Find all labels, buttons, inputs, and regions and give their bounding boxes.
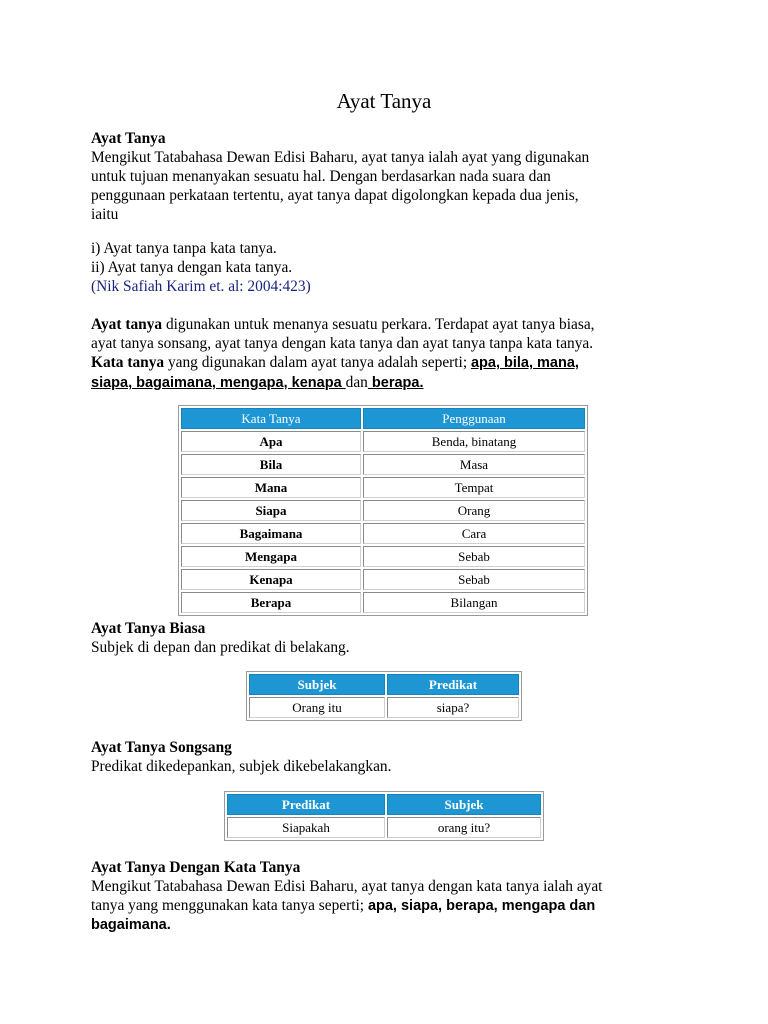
paragraph-text: digunakan untuk menanya sesuatu perkara. Terdapat ayat tanya biasa, [162, 316, 595, 333]
paragraph-line [91, 896, 681, 916]
table-cell: Bila [181, 454, 361, 475]
section-heading: Ayat Tanya Songsang [91, 739, 232, 756]
table-row [181, 500, 585, 521]
paragraph-text: dan [345, 374, 368, 391]
question-word-list: apa, bila, mana, [470, 355, 579, 371]
question-word-list: bagaimana. [91, 917, 171, 933]
songsang-example-table [224, 791, 544, 841]
table-cell: Sebab [363, 569, 585, 590]
paragraph-line: ayat tanya sonsang, ayat tanya dengan kata tanya dan ayat tanya tanpa kata tanya. [91, 335, 594, 352]
section-heading: Ayat Tanya Biasa [91, 620, 206, 637]
ayat-tanya-biasa-section [91, 619, 681, 657]
table-row [181, 546, 585, 567]
table-cell: siapa? [387, 697, 519, 718]
table-row [181, 592, 585, 613]
paragraph-line: Mengikut Tatabahasa Dewan Edisi Baharu, ayat tanya dengan kata tanya ialah ayat [91, 878, 603, 895]
table-row [181, 431, 585, 452]
column-header: Subjek [249, 674, 385, 695]
intro-section [91, 129, 681, 224]
ayat-tanya-songsang-section [91, 738, 681, 776]
table-cell: Benda, binatang [363, 431, 585, 452]
column-header: Predikat [387, 674, 519, 695]
paragraph-text: tanya yang menggunakan kata tanya seperti; [91, 897, 368, 914]
list-item: i) Ayat tanya tanpa kata tanya. [91, 240, 277, 257]
biasa-example-table [246, 671, 522, 721]
question-word-list: siapa, bagaimana, mengapa, kenapa [91, 375, 346, 391]
question-word-list: berapa. [367, 375, 424, 391]
paragraph-line [91, 315, 681, 334]
paragraph-line [91, 353, 681, 373]
table-cell: Apa [181, 431, 361, 452]
paragraph-line [91, 373, 681, 393]
table-row [249, 697, 519, 718]
paragraph-line: penggunaan perkataan tertentu, ayat tanya dapat digolongkan kepada dua jenis, [91, 187, 579, 204]
table-row [227, 817, 541, 838]
paragraph-line: untuk tujuan menanyakan sesuatu hal. Dengan berdasarkan nada suara dan [91, 168, 551, 185]
paragraph-line: iaitu [91, 206, 119, 223]
table-cell: Cara [363, 523, 585, 544]
citation: (Nik Safiah Karim et. al: 2004:423) [91, 278, 311, 295]
list-item: ii) Ayat tanya dengan kata tanya. [91, 259, 293, 276]
paragraph-text: yang digunakan dalam ayat tanya adalah seperti; [164, 354, 471, 371]
table-cell: orang itu? [387, 817, 541, 838]
column-header: Subjek [387, 794, 541, 815]
table-row [181, 569, 585, 590]
paragraph-line: Mengikut Tatabahasa Dewan Edisi Baharu, ayat tanya ialah ayat yang digunakan [91, 149, 590, 166]
type-list [91, 239, 681, 296]
table-cell: Orang [363, 500, 585, 521]
table-header-row [181, 408, 585, 429]
bold-term: Ayat tanya [91, 316, 163, 333]
table-cell: Kenapa [181, 569, 361, 590]
kata-tanya-paragraph [91, 315, 681, 393]
kata-tanya-table [178, 405, 588, 616]
section-heading: Ayat Tanya [91, 130, 166, 147]
page-title: Ayat Tanya [336, 89, 432, 113]
paragraph-line: Predikat dikedepankan, subjek dikebelakangkan. [91, 758, 392, 775]
column-header: Predikat [227, 794, 385, 815]
table-cell: Bagaimana [181, 523, 361, 544]
table-cell: Bilangan [363, 592, 585, 613]
table-cell: Masa [363, 454, 585, 475]
paragraph-line: Subjek di depan dan predikat di belakang. [91, 639, 350, 656]
table-cell: Mana [181, 477, 361, 498]
table-cell: Orang itu [249, 697, 385, 718]
table-cell: Siapakah [227, 817, 385, 838]
table-cell: Berapa [181, 592, 361, 613]
table-cell: Siapa [181, 500, 361, 521]
column-header: Penggunaan [363, 408, 585, 429]
table-row [181, 477, 585, 498]
table-header-row [227, 794, 541, 815]
table-cell: Sebab [363, 546, 585, 567]
table-row [181, 454, 585, 475]
table-row [181, 523, 585, 544]
question-word-list: apa, siapa, berapa, mengapa dan [367, 898, 596, 914]
section-heading: Ayat Tanya Dengan Kata Tanya [91, 859, 301, 876]
table-cell: Mengapa [181, 546, 361, 567]
bold-term: Kata tanya [91, 354, 165, 371]
table-cell: Tempat [363, 477, 585, 498]
table-header-row [249, 674, 519, 695]
dengan-kata-tanya-section [91, 858, 681, 935]
column-header: Kata Tanya [181, 408, 361, 429]
